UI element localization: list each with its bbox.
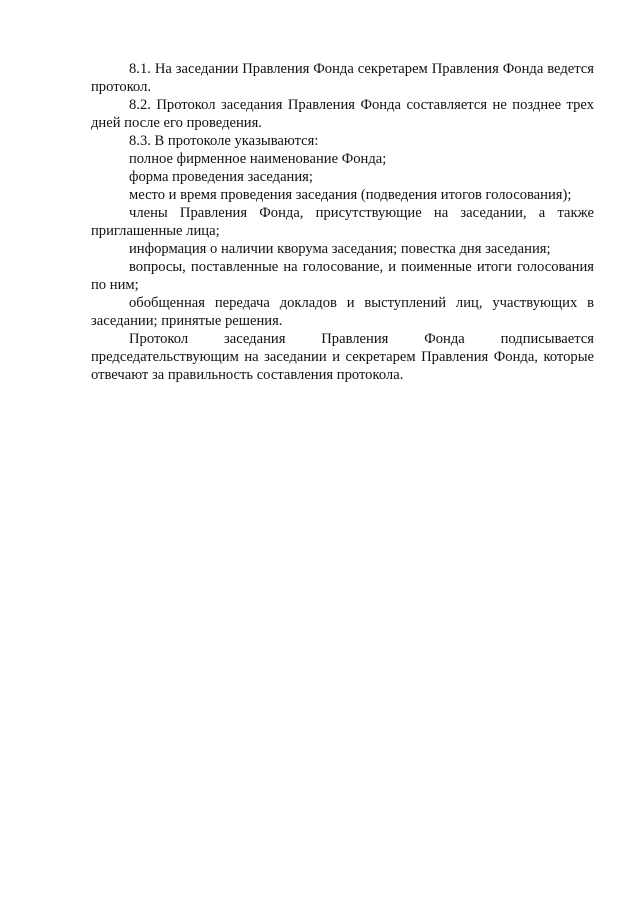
paragraph-8-3: 8.3. В протоколе указываются:	[129, 133, 319, 149]
list-item-attendees: члены Правления Фонда, присутствующие на заседании, а также приглашенные лица;	[91, 205, 594, 239]
list-item-fund-name: полное фирменное наименование Фонда;	[129, 151, 387, 167]
list-item-meeting-form: форма проведения заседания;	[129, 169, 313, 185]
paragraph-8-2: 8.2. Протокол заседания Правления Фонда составляется не позднее трех дней после его проведения.	[91, 97, 594, 131]
list-item-place-time: место и время проведения заседания (подведения итогов голосования);	[129, 187, 572, 203]
paragraph-signature: Протокол заседания Правления Фонда подписывается председательствующим на заседании и секретарем Правления Фонда, которые отвечают за правильность составления протокола.	[91, 331, 594, 383]
document-body	[91, 60, 594, 384]
list-item-voting-results: вопросы, поставленные на голосование, и поименные итоги голосования по ним;	[91, 259, 594, 293]
paragraph-8-1: 8.1. На заседании Правления Фонда секретарем Правления Фонда ведется протокол.	[91, 61, 594, 95]
list-item-reports-decisions: обобщенная передача докладов и выступлений лиц, участвующих в заседании; принятые решения.	[91, 295, 594, 329]
list-item-quorum-agenda: информация о наличии кворума заседания; повестка дня заседания;	[129, 241, 551, 257]
